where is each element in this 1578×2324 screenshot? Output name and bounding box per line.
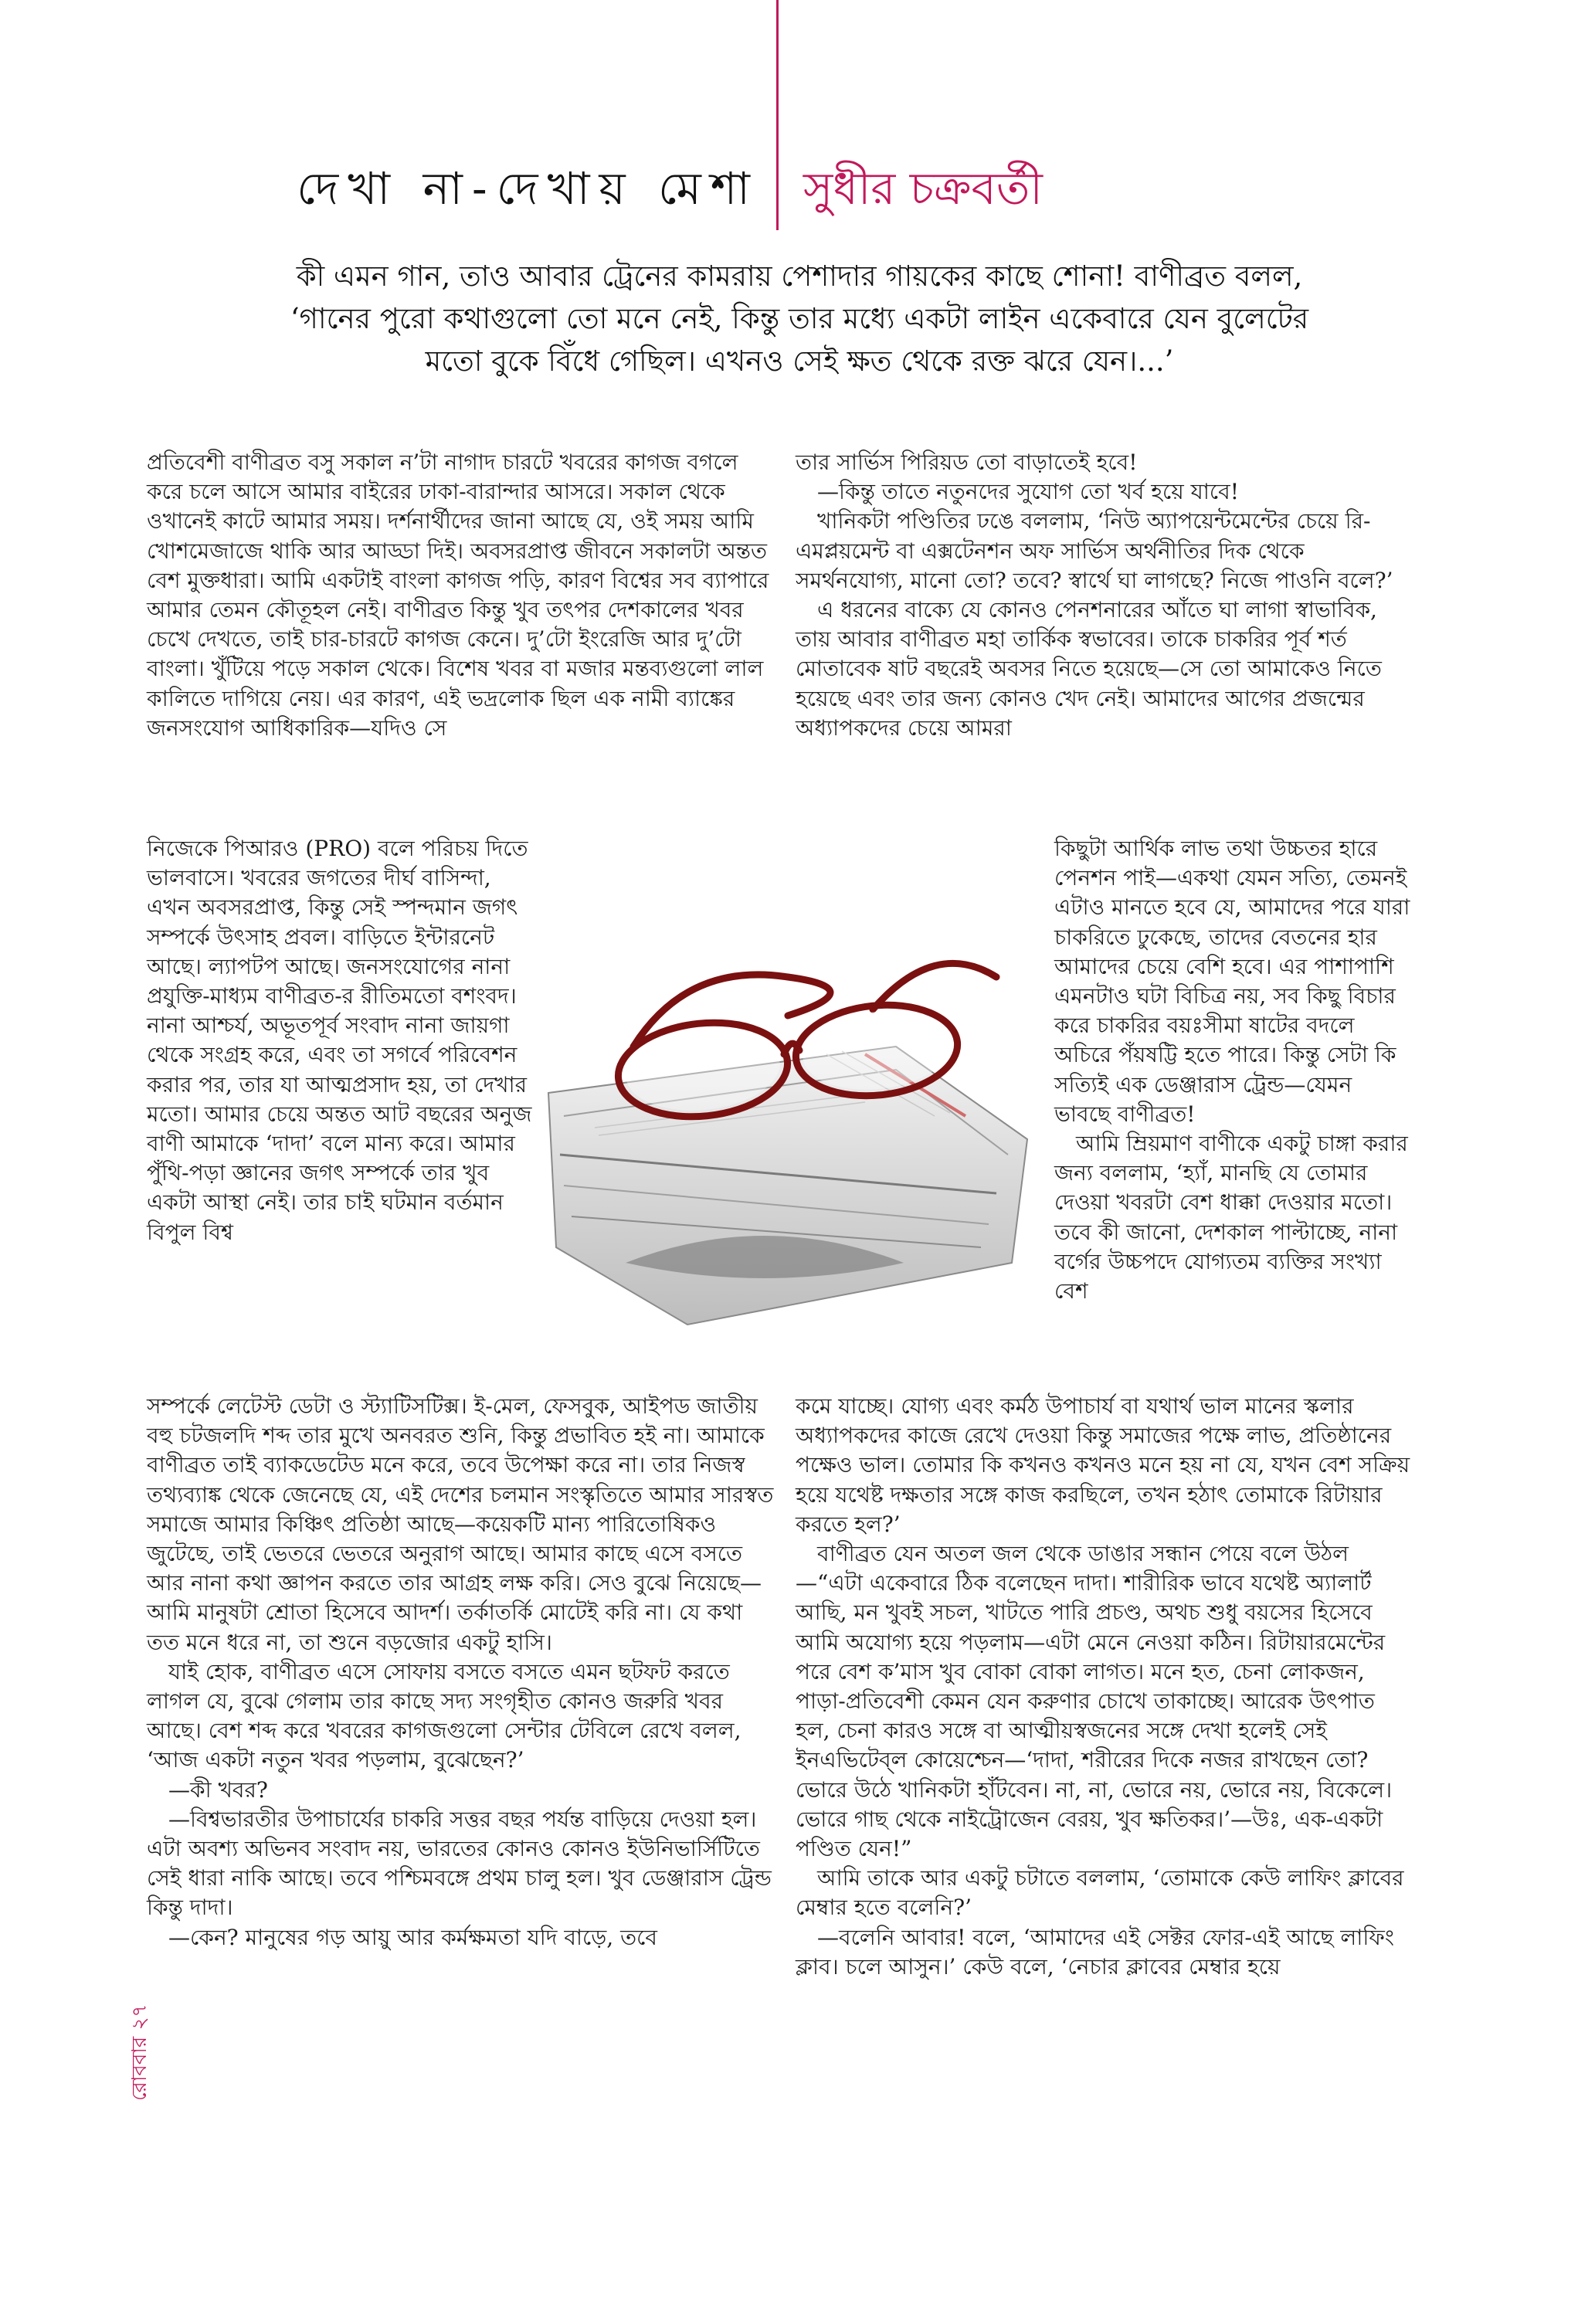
right-column-wrap (1054, 834, 1413, 1306)
right-column-bottom (796, 1392, 1413, 1982)
paragraph: খানিকটা পণ্ডিতির ঢঙে বললাম, ‘নিউ অ্যাপয়েন্টমেন্টের চেয়ে রি-এমপ্লয়মেন্ট বা এক্সটেনশন অফ সার্ভিস অর্থনীতির দিক থেকে সমর্থনযোগ্য, মানো তো? তবে? স্বার্থে ঘা লাগছে? নিজে পাওনি বলে?’ (796, 508, 1393, 593)
left-column-top (147, 448, 780, 743)
paragraph: বাণীব্রত যেন অতল জল থেকে ডাঙার সন্ধান পেয়ে বলে উঠল—“এটা একেবারে ঠিক বলেছেন দাদা। শারীরিক ভাবে যথেষ্ট অ্যালার্ট আছি, মন খুবই সচল, খাটতে পারি প্রচণ্ড, অথচ শুধু বয়সের হিসেবে আমি অযোগ্য হয়ে পড়লাম—এটা মেনে নেওয়া কঠিন। রিটায়ারমেন্টের পরে বেশ ক’মাস খুব বোকা বোকা লাগত। মনে হত, চেনা লোকজন, পাড়া-প্রতিবেশী কেমন যেন করুণার চোখে তাকাচ্ছে। আরেক উৎপাত হল, চেনা কারও সঙ্গে বা আত্মীয়স্বজনের সঙ্গে দেখা হলেই সেই ইনএভিটেব্‌ল কোয়েশ্চেন—‘দাদা, শরীরের দিকে নজর রাখছেন তো? ভোরে উঠে খানিকটা হাঁটবেন। না, না, ভোরে নয়, ভোরে নয়, বিকেলে। ভোরে গাছ থেকে নাইট্রোজেন বেরয়, খুব ক্ষতিকর।’—উঃ, এক-একটা পণ্ডিত যেন!” (796, 1541, 1393, 1862)
paragraph: যাই হোক, বাণীব্রত এসে সোফায় বসতে বসতে এমন ছটফট করতে লাগল যে, বুঝে গেলাম তার কাছে সদ্য সংগৃহীত কোনও জরুরি খবর আছে। বেশ শব্দ করে খবরের কাগজগুলো সেন্টার টেবিলে রেখে বলল, ‘আজ একটা নতুন খবর পড়লাম, বুঝেছেন?’ (147, 1658, 741, 1773)
title-divider (776, 0, 779, 230)
paragraph: —কেন? মানুষের গড় আয়ু আর কর্মক্ষমতা যদি বাড়ে, তবে (168, 1924, 657, 1950)
paragraph: —বলেনি আবার! বলে, ‘আমাদের এই সেক্টর ফোর-এই আছে লাফিং ক্লাব। চলে আসুন।’ কেউ বলে, ‘নেচার ক্লাবের মেম্বার হয়ে (796, 1924, 1394, 1980)
paragraph: —বিশ্বভারতীর উপাচার্যের চাকরি সত্তর বছর পর্যন্ত বাড়িয়ে দেওয়া হল। এটা অবশ্য অভিনব সংবাদ নয়, ভারতের কোনও কোনও ইউনিভার্সিটিতে সেই ধারা নাকি আছে। তবে পশ্চিমবঙ্গে প্রথম চালু হল। খুব ডেঞ্জারাস ট্রেন্ড কিন্তু দাদা। (147, 1806, 772, 1921)
left-column-wrap (147, 834, 533, 1247)
article-title: দেখা না-দেখায় মেশা (297, 162, 759, 215)
glasses-newspaper-photo (533, 861, 1043, 1355)
left-column-bottom (147, 1392, 780, 1952)
paragraph: এ ধরনের বাক্যে যে কোনও পেনশনারের আঁতে ঘা লাগা স্বাভাবিক, তায় আবার বাণীব্রত মহা তার্কিক স্বভাবের। তাকে চাকরির পূর্ব শর্ত মোতাবেক ষাট বছরেই অবসর নিতে হয়েছে—সে তো আমাকেও নিতে হয়েছে এবং তার জন্য কোনও খেদ নেই। আমাদের আগের প্রজন্মের অধ্যাপকদের চেয়ে আমরা (796, 597, 1382, 741)
paragraph: —কিন্তু তাতে নতুনদের সুযোগ তো খর্ব হয়ে যাবে! (817, 479, 1239, 505)
right-column-top (796, 448, 1413, 743)
paragraph: নিজেকে পিআরও (PRO) বলে পরিচয় দিতে ভালবাসে। খবরের জগতের দীর্ঘ বাসিন্দা, এখন অবসরপ্রাপ্ত, কিন্তু সেই স্পন্দমান জগৎ সম্পর্কে উৎসাহ প্রবল। বাড়িতে ইন্টারনেট আছে। ল্যাপটপ আছে। জনসংযোগের নানা প্রযুক্তি-মাধ্যম বাণীব্রত-র রীতিমতো বশংবদ। নানা আশ্চর্য, অভূতপূর্ব সংবাদ নানা জায়গা থেকে সংগ্রহ করে, এবং তা সগর্বে পরিবেশন করার পর, তার যা আত্মপ্রসাদ হয়, তা দেখার মতো। আমার চেয়ে অন্তত আট বছরের অনুজ বাণী আমাকে ‘দাদা’ বলে মান্য করে। আমার পুঁথি-পড়া জ্ঞানের জগৎ সম্পর্কে তার খুব একটা আস্থা নেই। তার চাই ঘটমান বর্তমান বিপুল বিশ্ব (147, 836, 532, 1245)
paragraph: সম্পর্কে লেটেস্ট ডেটা ও স্ট্যাটিসটিক্স। ই-মেল, ফেসবুক, আইপড জাতীয় বহু চটজলদি শব্দ তার মুখে অনবরত শুনি, কিন্তু প্রভাবিত হই না। আমাকে বাণীব্রত তাই ব্যাকডেটেড মনে করে, তবে উপেক্ষা করে না। তার নিজস্ব তথ্যব্যাঙ্ক থেকে জেনেছে যে, এই দেশের চলমান সংস্কৃতিতে আমার সারস্বত সমাজে আমার কিঞ্চিৎ প্রতিষ্ঠা আছে—কয়েকটি মান্য পারিতোষিকও জুটেছে, তাই ভেতরে ভেতরে অনুরাগ আছে। আমার কাছে এসে বসতে আর নানা কথা জ্ঞাপন করতে তার আগ্রহ লক্ষ করি। সেও বুঝে নিয়েছে—আমি মানুষটা শ্রোতা হিসেবে আদর্শ। তর্কাতর্কি মোটেই করি না। যে কথা তত মনে ধরে না, তা শুনে বড়জোর একটু হাসি। (147, 1393, 774, 1655)
paragraph: কিছুটা আর্থিক লাভ তথা উচ্চতর হারে পেনশন পাই—একথা যেমন সত্যি, তেমনই এটাও মানতে হবে যে, আমাদের পরে যারা চাকরিতে ঢুকেছে, তাদের বেতনের হার আমাদের চেয়ে বেশি হবে। এর পাশাপাশি এমনটাও ঘটা বিচিত্র নয়, সব কিছু বিচার করে চাকরির বয়ঃসীমা ষাটের বদলে অচিরে পঁয়ষট্টি হতে পারে। কিন্তু সেটা কি সত্যিই এক ডেঞ্জারাস ট্রেন্ড—যেমন ভাবছে বাণীব্রত! (1054, 836, 1410, 1127)
paragraph: আমি ম্রিয়মাণ বাণীকে একটু চাঙ্গা করার জন্য বললাম, ‘হ্যাঁ, মানছি যে তোমার দেওয়া খবরটা বেশ ধাক্কা দেওয়ার মতো। তবে কী জানো, দেশকাল পাল্টাচ্ছে, নানা বর্গের উচ্চপদে যোগ্যতম ব্যক্তির সংখ্যা বেশ (1054, 1131, 1408, 1304)
page-folio: রোববার ২৭ (128, 2003, 151, 2101)
paragraph: তার সার্ভিস পিরিয়ড তো বাড়াতেই হবে! (796, 450, 1138, 475)
author-name: সুধীর চক্রবর্তী (803, 162, 1043, 215)
paragraph: আমি তাকে আর একটু চটাতে বললাম, ‘তোমাকে কেউ লাফিং ক্লাবের মেম্বার হতে বলেনি?’ (796, 1865, 1404, 1921)
reading-glasses-icon (533, 861, 1043, 1355)
intro-blurb: কী এমন গান, তাও আবার ট্রেনের কামরায় পেশাদার গায়কের কাছে শোনা! বাণীব্রত বলল, ‘গানের পুরো কথাগুলো তো মনে নেই, কিন্তু তার মধ্যে একটা লাইন একেবারে যেন বুলেটের মতো বুকে বিঁধে গেছিল। এখনও সেই ক্ষত থেকে রক্ত ঝরে যেন।...’ (290, 260, 1309, 378)
paragraph: কমে যাচ্ছে। যোগ্য এবং কর্মঠ উপাচার্য বা যথার্থ ভাল মানের স্কলার অধ্যাপকদের কাজে রেখে দেওয়া কিন্তু সমাজের পক্ষে লাভ, প্রতিষ্ঠানের পক্ষেও ভাল। তোমার কি কখনও কখনও মনে হয় না যে, যখন বেশ সক্রিয় হয়ে যথেষ্ট দক্ষতার সঙ্গে কাজ করছিলে, তখন হঠাৎ তোমাকে রিটায়ার করতে হল?’ (796, 1393, 1410, 1537)
paragraph: —কী খবর? (168, 1776, 268, 1803)
paragraph: প্রতিবেশী বাণীব্রত বসু সকাল ন’টা নাগাদ চারটে খবরের কাগজ বগলে করে চলে আসে আমার বাইরের ঢাকা-বারান্দার আসরে। সকাল থেকে ওখানেই কাটে আমার সময়। দর্শনার্থীদের জানা আছে যে, ওই সময় আমি খোশমেজাজে থাকি আর আড্ডা দিই। অবসরপ্রাপ্ত জীবনে সকালটা অন্তত বেশ মুক্তধারা। আমি একটাই বাংলা কাগজ পড়ি, কারণ বিশ্বের সব ব্যাপারে আমার তেমন কৌতূহল নেই। বাণীব্রত কিন্তু খুব তৎপর দেশকালের খবর চেখে দেখতে, তাই চার-চারটে কাগজ কেনে। দু’টো ইংরেজি আর দু’টো বাংলা। খুঁটিয়ে পড়ে সকাল থেকে। বিশেষ খবর বা মজার মন্তব্যগুলো লাল কালিতে দাগিয়ে নেয়। এর কারণ, এই ভদ্রলোক ছিল এক নামী ব্যাঙ্কের জনসংযোগ আধিকারিক—যদিও সে (147, 450, 769, 741)
